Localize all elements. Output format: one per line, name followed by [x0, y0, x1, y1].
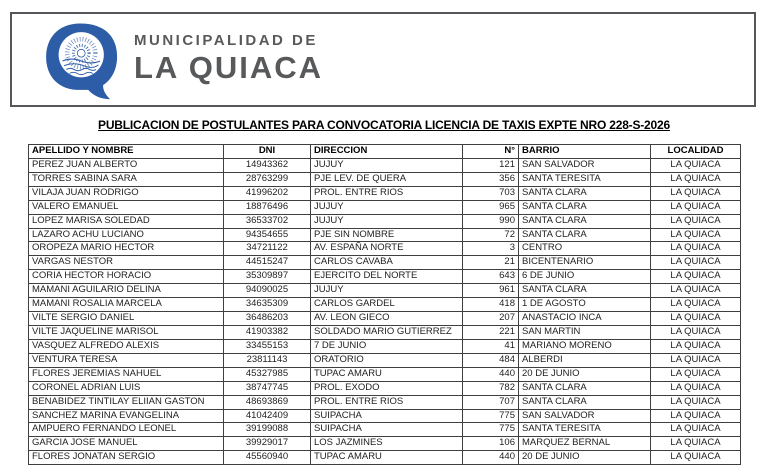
column-header-direccion: DIRECCION — [311, 145, 463, 159]
column-header-numero: N° — [463, 145, 519, 159]
table-cell: PEREZ JUAN ALBERTO — [29, 158, 224, 172]
table-cell: 18876496 — [224, 200, 311, 214]
table-cell: LOS JAZMINES — [311, 437, 463, 451]
table-cell: 45327985 — [224, 367, 311, 381]
table-cell: LA QUIACA — [651, 451, 741, 465]
table-cell: SAN SALVADOR — [519, 409, 651, 423]
table-cell: MAMANI AGUILARIO DELINA — [29, 284, 224, 298]
table-cell: 36533702 — [224, 214, 311, 228]
table-cell: OROPEZA MARIO HECTOR — [29, 242, 224, 256]
table-cell: LA QUIACA — [651, 353, 741, 367]
table-cell: CENTRO — [519, 242, 651, 256]
column-header-apellido-y-nombre: APELLIDO Y NOMBRE — [29, 145, 224, 159]
table-cell: 782 — [463, 381, 519, 395]
table-cell: TUPAC AMARU — [311, 451, 463, 465]
table-cell: LA QUIACA — [651, 367, 741, 381]
table-cell: 34721122 — [224, 242, 311, 256]
table-cell: 3 — [463, 242, 519, 256]
table-cell: 484 — [463, 353, 519, 367]
table-cell: LA QUIACA — [651, 312, 741, 326]
table-cell: CARLOS GARDEL — [311, 298, 463, 312]
table-row — [29, 367, 741, 381]
table-cell: FLORES JONATAN SERGIO — [29, 451, 224, 465]
table-cell: SANCHEZ MARINA EVANGELINA — [29, 409, 224, 423]
table-cell: 41 — [463, 339, 519, 353]
table-row — [29, 437, 741, 451]
table-cell: 41903382 — [224, 325, 311, 339]
column-header-localidad: LOCALIDAD — [651, 145, 741, 159]
table-cell: JUJUY — [311, 214, 463, 228]
table-cell: 14943362 — [224, 158, 311, 172]
table-cell: LA QUIACA — [651, 381, 741, 395]
table-cell: SUIPACHA — [311, 409, 463, 423]
table-cell: 707 — [463, 395, 519, 409]
table-cell: LA QUIACA — [651, 228, 741, 242]
table-cell: 121 — [463, 158, 519, 172]
table-header-row — [29, 145, 741, 159]
table-cell: MARQUEZ BERNAL — [519, 437, 651, 451]
table-cell: CORIA HECTOR HORACIO — [29, 270, 224, 284]
table-cell: SANTA TERESITA — [519, 423, 651, 437]
table-cell: VILTE SERGIO DANIEL — [29, 312, 224, 326]
table-row — [29, 423, 741, 437]
table-cell: SAN SALVADOR — [519, 158, 651, 172]
table-cell: VILTE JAQUELINE MARISOL — [29, 325, 224, 339]
table-cell: LA QUIACA — [651, 200, 741, 214]
table-row — [29, 228, 741, 242]
table-row — [29, 298, 741, 312]
table-cell: 703 — [463, 186, 519, 200]
table-cell: CORONEL ADRIAN LUIS — [29, 381, 224, 395]
table-cell: AV. LEON GIECO — [311, 312, 463, 326]
table-cell: SUIPACHA — [311, 423, 463, 437]
table-cell: PROL. ENTRE RIOS — [311, 186, 463, 200]
table-cell: ORATORIO — [311, 353, 463, 367]
table-cell: VENTURA TERESA — [29, 353, 224, 367]
table-cell: 33455153 — [224, 339, 311, 353]
table-cell: LA QUIACA — [651, 270, 741, 284]
table-cell: 41042409 — [224, 409, 311, 423]
table-cell: 775 — [463, 423, 519, 437]
table-cell: SANTA CLARA — [519, 381, 651, 395]
table-cell: 106 — [463, 437, 519, 451]
table-cell: EJERCITO DEL NORTE — [311, 270, 463, 284]
table-cell: 1 DE AGOSTO — [519, 298, 651, 312]
table-cell: 20 DE JUNIO — [519, 451, 651, 465]
table-cell: AMPUERO FERNANDO LEONEL — [29, 423, 224, 437]
table-cell: LA QUIACA — [651, 158, 741, 172]
table-cell: VALERO EMANUEL — [29, 200, 224, 214]
table-cell: LA QUIACA — [651, 395, 741, 409]
table-cell: SANTA TERESITA — [519, 172, 651, 186]
table-cell: LA QUIACA — [651, 423, 741, 437]
table-row — [29, 256, 741, 270]
table-cell: TUPAC AMARU — [311, 367, 463, 381]
column-header-dni: DNI — [224, 145, 311, 159]
table-cell: JUJUY — [311, 200, 463, 214]
table-cell: 440 — [463, 367, 519, 381]
table-cell: 965 — [463, 200, 519, 214]
table-cell: 20 DE JUNIO — [519, 367, 651, 381]
org-name-line1: MUNICIPALIDAD DE — [134, 32, 318, 49]
table-cell: 207 — [463, 312, 519, 326]
table-row — [29, 214, 741, 228]
table-cell: ANASTACIO INCA — [519, 312, 651, 326]
table-cell: ALBERDI — [519, 353, 651, 367]
table-cell: LA QUIACA — [651, 284, 741, 298]
table-cell: SANTA CLARA — [519, 214, 651, 228]
table-cell: 6 DE JUNIO — [519, 270, 651, 284]
table-cell: BENABIDEZ TINTILAY ELIIAN GASTON — [29, 395, 224, 409]
table-cell: JUJUY — [311, 158, 463, 172]
table-cell: FLORES JEREMIAS NAHUEL — [29, 367, 224, 381]
table-cell: LA QUIACA — [651, 186, 741, 200]
table-row — [29, 312, 741, 326]
table-cell: 35309897 — [224, 270, 311, 284]
table-cell: 961 — [463, 284, 519, 298]
table-cell: 94354655 — [224, 228, 311, 242]
publication-title: PUBLICACION DE POSTULANTES PARA CONVOCATORIA LICENCIA DE TAXIS EXPTE NRO 228-S-2026 — [98, 118, 670, 132]
table-cell: LA QUIACA — [651, 242, 741, 256]
table-cell: 45560940 — [224, 451, 311, 465]
table-cell: 356 — [463, 172, 519, 186]
table-cell: 44515247 — [224, 256, 311, 270]
table-cell: 643 — [463, 270, 519, 284]
table-cell: 418 — [463, 298, 519, 312]
table-cell: 28763299 — [224, 172, 311, 186]
table-cell: MARIANO MORENO — [519, 339, 651, 353]
table-cell: VASQUEZ ALFREDO ALEXIS — [29, 339, 224, 353]
table-cell: GARCIA JOSE MANUEL — [29, 437, 224, 451]
table-row — [29, 270, 741, 284]
table-row — [29, 395, 741, 409]
table-cell: VILAJA JUAN RODRIGO — [29, 186, 224, 200]
table-cell: LAZARO ACHU LUCIANO — [29, 228, 224, 242]
org-name-line2: LA QUIACA — [134, 50, 324, 85]
table-cell: 221 — [463, 325, 519, 339]
table-cell: PJE SIN NOMBRE — [311, 228, 463, 242]
table-cell: VARGAS NESTOR — [29, 256, 224, 270]
table-cell: 39929017 — [224, 437, 311, 451]
table-cell: 39199088 — [224, 423, 311, 437]
table-row — [29, 158, 741, 172]
table-cell: AV. ESPAÑA NORTE — [311, 242, 463, 256]
table-cell: 775 — [463, 409, 519, 423]
table-cell: LA QUIACA — [651, 339, 741, 353]
table-cell: 38747745 — [224, 381, 311, 395]
table-cell: LA QUIACA — [651, 172, 741, 186]
table-cell: JUJUY — [311, 284, 463, 298]
table-row — [29, 284, 741, 298]
table-row — [29, 200, 741, 214]
table-cell: 94090025 — [224, 284, 311, 298]
table-row — [29, 242, 741, 256]
column-header-barrio: BARRIO — [519, 145, 651, 159]
table-cell: LA QUIACA — [651, 214, 741, 228]
table-cell: 72 — [463, 228, 519, 242]
table-cell: LA QUIACA — [651, 256, 741, 270]
table-row — [29, 409, 741, 423]
table-cell: LOPEZ MARISA SOLEDAD — [29, 214, 224, 228]
table-cell: SANTA CLARA — [519, 186, 651, 200]
table-cell: LA QUIACA — [651, 437, 741, 451]
table-row — [29, 339, 741, 353]
table-row — [29, 451, 741, 465]
table-cell: MAMANI ROSALIA MARCELA — [29, 298, 224, 312]
table-cell: PROL. ENTRE RIOS — [311, 395, 463, 409]
table-cell: BICENTENARIO — [519, 256, 651, 270]
table-cell: CARLOS CAVABA — [311, 256, 463, 270]
table-cell: TORRES SABINA SARA — [29, 172, 224, 186]
table-cell: 23811143 — [224, 353, 311, 367]
table-cell: SANTA CLARA — [519, 228, 651, 242]
table-cell: 41996202 — [224, 186, 311, 200]
table-cell: 990 — [463, 214, 519, 228]
table-cell: PROL. EXODO — [311, 381, 463, 395]
table-cell: SANTA CLARA — [519, 395, 651, 409]
municipality-logo — [36, 22, 128, 100]
table-cell: PJE LEV. DE QUERA — [311, 172, 463, 186]
table-row — [29, 381, 741, 395]
municipality-header-box — [10, 12, 756, 107]
table-cell: 21 — [463, 256, 519, 270]
table-row — [29, 172, 741, 186]
table-cell: 36486203 — [224, 312, 311, 326]
table-cell: 7 DE JUNIO — [311, 339, 463, 353]
table-row — [29, 325, 741, 339]
municipality-name — [134, 32, 323, 86]
postulantes-table — [28, 144, 741, 465]
table-cell: SANTA CLARA — [519, 200, 651, 214]
table-cell: LA QUIACA — [651, 298, 741, 312]
table-row — [29, 353, 741, 367]
table-cell: LA QUIACA — [651, 409, 741, 423]
table-cell: 34635309 — [224, 298, 311, 312]
table-cell: 48693869 — [224, 395, 311, 409]
table-cell: LA QUIACA — [651, 325, 741, 339]
table-cell: 440 — [463, 451, 519, 465]
table-cell: SAN MARTIN — [519, 325, 651, 339]
la-quiaca-q-logo-icon — [36, 22, 128, 100]
table-body — [29, 158, 741, 464]
table-cell: SOLDADO MARIO GUTIERREZ — [311, 325, 463, 339]
table-row — [29, 186, 741, 200]
table-cell: SANTA CLARA — [519, 284, 651, 298]
